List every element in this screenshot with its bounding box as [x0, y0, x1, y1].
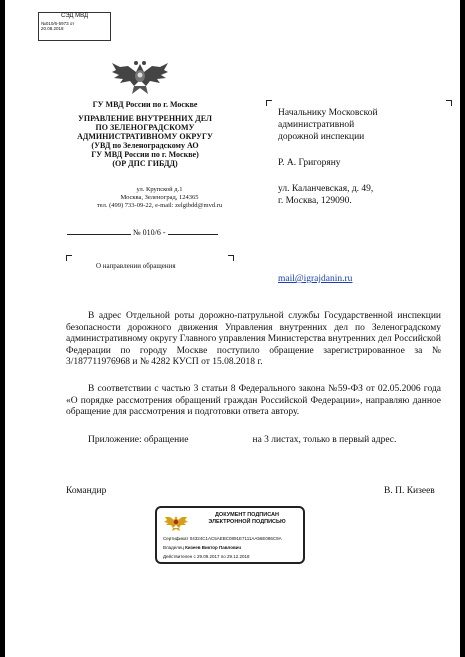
registration-date: 20.08.2018	[41, 26, 64, 31]
sender-address-line-1: ул. Крупской д.1	[136, 186, 183, 193]
recipient-title-line-2: административной	[278, 120, 355, 130]
sender-contacts: тел. (499) 733-09-22, e-mail: zelgibdd@mvd.ru	[96, 202, 223, 209]
registration-box	[38, 12, 111, 41]
stamp-title-line-2: ЭЛЕКТРОННОЙ ПОДПИСЬЮ	[208, 519, 286, 525]
recipient-email-link[interactable]: mail@igrajdanin.ru	[278, 274, 353, 284]
scan-border-left	[0, 0, 5, 657]
owner-value: Кизеев Виктор Павлович	[185, 545, 242, 550]
stamp-title-line-1: ДОКУМЕНТ ПОДПИСАН	[215, 512, 279, 518]
sender-org-line-5: ГУ МВД России по г. Москве)	[91, 150, 199, 159]
owner-label: Владелец	[163, 545, 184, 550]
date-blank	[67, 227, 131, 235]
stamp-validity-row	[163, 554, 250, 560]
outgoing-number: № 010/6 -	[133, 228, 166, 237]
signer-name: В. П. Кизеев	[384, 486, 435, 496]
validity-value: с 29.09.2017 по 29.12.2018	[193, 554, 250, 559]
mvd-emblem-icon	[110, 58, 170, 96]
document-subject: О направлении обращения	[96, 262, 176, 270]
subject-corner-left	[66, 255, 72, 261]
sender-org-line-6: (ОР ДПС ГИБДД)	[112, 159, 178, 168]
certificate-label: Сертификат	[163, 536, 189, 541]
recipient-title-line-1: Начальнику Московской	[278, 108, 378, 118]
body-attachment-line	[66, 435, 441, 447]
scan-border-right	[460, 0, 465, 657]
attachment-details: на 3 листах, только в первый адрес.	[252, 435, 397, 445]
stamp-owner-row	[163, 545, 241, 551]
certificate-value: 04324C1AC5AEBC0891E7111AA56E086C9A	[189, 536, 282, 541]
recipient-address-line-1: ул. Каланчевская, д. 49,	[278, 184, 374, 194]
sender-main-org: ГУ МВД России по г. Москве	[92, 100, 198, 109]
sender-org-line-3: АДМИНИСТРАТИВНОМУ ОКРУГУ	[77, 132, 213, 141]
sender-org-line-4: (УВД по Зеленоградскому АО	[91, 141, 199, 150]
stamp-title	[193, 512, 301, 526]
registration-number: №010/6-5973 от	[41, 20, 75, 26]
recipient-corner-right	[446, 100, 452, 106]
recipient-name: Р. А. Григоряну	[278, 158, 341, 168]
recipient-title-line-3: дорожной инспекции	[278, 132, 365, 142]
sender-address-line-2: Москва, Зеленоград, 124365	[120, 194, 199, 201]
signer-position: Командир	[66, 486, 107, 496]
registration-title: СЭД МВД	[60, 13, 89, 19]
body-paragraph-2: В соответствии с частью 3 статьи 8 Федерального закона №59-ФЗ от 02.05.2006 года «О порядке рассмотрения обращений граждан Российской Федерации», направляю данное обращение для рассмотрения и подготовки ответа автору.	[66, 384, 441, 417]
recipient-corner-left	[266, 100, 272, 106]
number-blank	[168, 227, 218, 235]
sender-org-line-2: ПО ЗЕЛЕНОГРАДСКОМУ	[95, 123, 195, 132]
subject-corner-right	[228, 255, 234, 261]
outgoing-number-line	[67, 227, 232, 237]
stamp-certificate-row	[163, 536, 282, 542]
recipient-address-line-2: г. Москва, 129090.	[278, 196, 352, 206]
electronic-signature-stamp	[155, 506, 305, 564]
attachment-label: Приложение: обращение	[88, 435, 189, 445]
stamp-emblem-icon	[163, 514, 189, 532]
validity-label: Действителен	[163, 554, 193, 559]
body-paragraph-1: В адрес Отдельной роты дорожно-патрульной службы Государственной инспекции безопасности дорожного движения Управления внутренних дел по Зеленоградскому административному округу Главного управления Министерства внутренних дел Российской Федерации по городу Москве поступило обращение зарегистрированное за № 3/187711976968 и № 4282 КУСП от 15.08.2018 г.	[66, 311, 441, 367]
sender-org-line-1: УПРАВЛЕНИЕ ВНУТРЕННИХ ДЕЛ	[78, 114, 212, 123]
